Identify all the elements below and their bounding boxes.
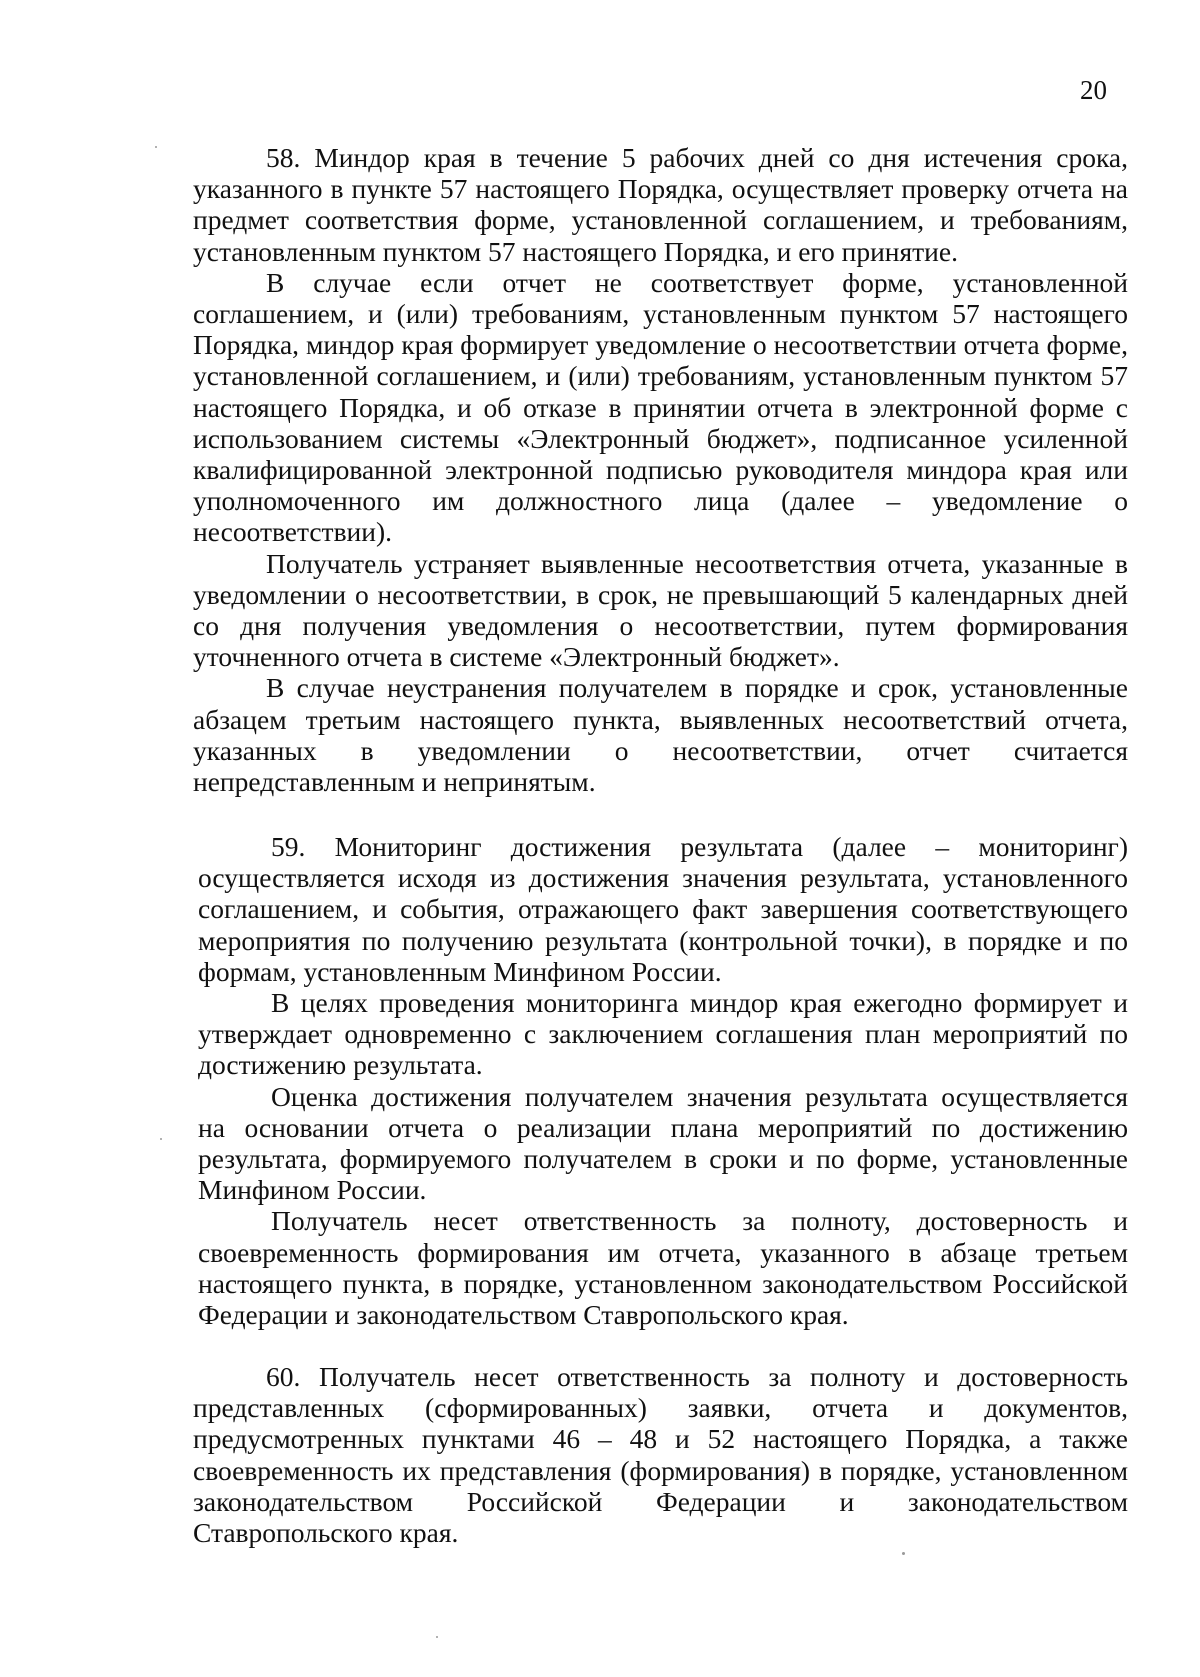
paragraph-58-2: В случае если отчет не соответствует форме, установленной соглашением, и (или) требованиям, установленным пунктом 57 настоящего Порядка, миндор края формирует уведомление о несоответствии отчета форме, установленной соглашением, и (или) требованиям, установленным пунктом 57 настоящего Порядка, и об отказе в принятии отчета в электронной форме с использованием системы «Электронный бюджет», подписанное усиленной квалифицированной электронной подписью руководителя миндора края или уполномоченного им должностного лица (далее – уведомление о несоответствии). (193, 266, 1128, 548)
paragraph-58-1: 58. Миндор края в течение 5 рабочих дней со дня истечения срока, указанного в пункте 57 настоящего Порядка, осуществляет проверку отчета на предмет соответствия форме, установленной соглашением, и требованиям, установленным пунктом 57 настоящего Порядка, и его принятие. (193, 142, 1128, 267)
paragraph-59-2: В целях проведения мониторинга миндор края ежегодно формирует и утверждает одновременно с заключением соглашения план мероприятий по достижению результата. (198, 987, 1128, 1081)
section-60 (193, 1361, 1128, 1548)
paragraph-59-3: Оценка достижения получателем значения результата осуществляется на основании отчета о реализации плана мероприятий по достижению результата, формируемого получателем в сроки и по форме, установленные Минфином России. (198, 1080, 1128, 1206)
paragraph-60-1: 60. Получатель несет ответственность за полноту и достоверность представленных (сформированных) заявки, отчета и документов, предусмотренных пунктами 46 – 48 и 52 настоящего Порядка, а также своевременность их представления (формирования) в порядке, установленном законодательством Российской Федерации и законодательством Ставропольского края. (193, 1361, 1128, 1549)
paragraph-58-3: Получатель устраняет выявленные несоответствия отчета, указанные в уведомлении о несоответствии, в срок, не превышающий 5 календарных дней со дня получения уведомления о несоответствии, путем формирования уточненного отчета в системе «Электронный бюджет». (193, 547, 1128, 673)
paragraph-58-4: В случае неустранения получателем в порядке и срок, установленные абзацем третьим настоящего пункта, выявленных несоответствий отчета, указанных в уведомлении о несоответствии, отчет считается непредставленным и непринятым. (193, 672, 1128, 798)
section-58 (193, 142, 1128, 797)
scan-speck (436, 1636, 438, 1638)
paragraph-59-1: 59. Мониторинг достижения результата (далее – мониторинг) осуществляется исходя из достижения значения результата, установленного соглашением, и события, отражающего факт завершения соответствующего мероприятия по получению результата (контрольной точки), в порядке и по формам, установленным Минфином России. (198, 831, 1128, 987)
section-59 (198, 831, 1128, 1330)
scan-speck (902, 1552, 905, 1555)
scan-speck (160, 1138, 162, 1140)
paragraph-59-4: Получатель несет ответственность за полноту, достоверность и своевременность формирования им отчета, указанного в абзаце третьем настоящего пункта, в порядке, установленном законодательством Российской Федерации и законодательством Ставропольского края. (198, 1205, 1128, 1331)
scan-speck (155, 146, 157, 148)
page-number: 20 (1080, 75, 1107, 105)
